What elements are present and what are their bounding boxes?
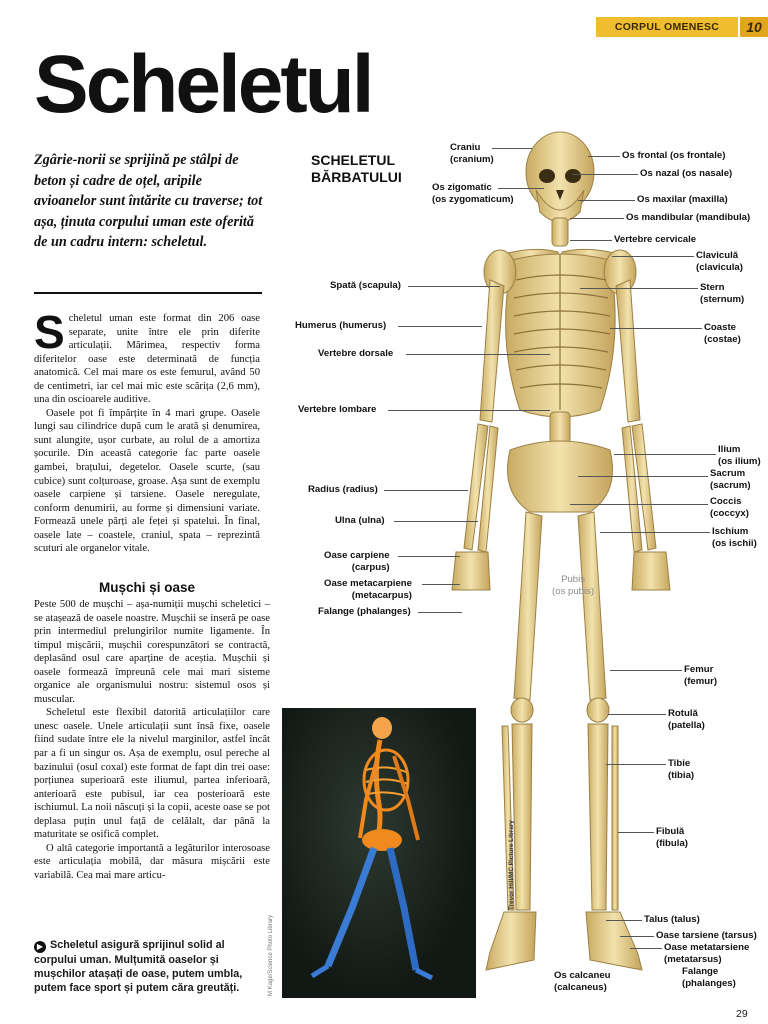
leader-line bbox=[578, 200, 635, 201]
paragraph-4: Scheletul este flexibil datorită articulațiilor care unesc oasele. Unele articulații sunt însă fixe, oasele fiind sudate între ele la nivelul marginilor, astfel încât par a fi un singur os. Așa de exemplu, osul pereche al bazinului (osul coxal) este format de fapt din trei oase: porțiunea superioară este iliumul, partea inferioară, anterioară este pubisul, iar cea posterioară este ischiumul. La noii născuți și la copii, aceste oase se pot deplasa puțin unul față de celălalt, dar până la maturitate se osifică complet. bbox=[34, 707, 270, 841]
label-vertebre-dorsale: Vertebre dorsale bbox=[318, 348, 394, 359]
label-os-calcaneu: Os calcaneu (calcaneus) bbox=[554, 970, 611, 993]
section-tab: CORPUL OMENESC bbox=[596, 17, 738, 37]
diagram-title-line-1: SCHELETUL bbox=[311, 152, 395, 168]
label-vertebre-lombare: Vertebre lombare bbox=[298, 404, 377, 415]
label-zigomatic: Os zigomatic (os zygomaticum) bbox=[432, 182, 514, 205]
leader-line bbox=[588, 156, 620, 157]
label-os-maxilar: Os maxilar (maxilla) bbox=[637, 194, 728, 205]
label-ilium: Ilium (os ilium) bbox=[718, 444, 761, 467]
page-title: Scheletul bbox=[34, 39, 372, 130]
leader-line bbox=[406, 354, 550, 355]
paragraph-1-text: cheletul uman este format din 206 oase separate, unite între ele prin diferite articulații. Mărimea, respectiv forma diferitelor oase este determinată de funcția anatomică. Cel mai mare os este femurul, având 50 de centimetri, iar cel mai mic este scărița (2,6 mm), una din oscioarele auditive. bbox=[34, 313, 260, 406]
leader-line bbox=[580, 288, 698, 289]
leader-line bbox=[630, 948, 662, 949]
label-talus: Talus (talus) bbox=[644, 914, 700, 925]
label-tibie: Tibie (tibia) bbox=[668, 758, 695, 781]
leader-line bbox=[384, 490, 468, 491]
label-stern: Stern (sternum) bbox=[700, 282, 745, 305]
photo-caption bbox=[34, 938, 266, 995]
paragraph-2: Oasele pot fi împărțite în 4 mari grupe. Oasele lungi sau cilindrice după cum le arată și denumirea, sunt alungite, ușor curbate, au rolul de a amortiza șocurile. Din această categorie fac parte oasele gambei, brațului, degetelor. Oasele scurte, (sau cubice) sunt colțuroase, groase. Așa sunt de exemplu oasele carpiene și tarsiene. Oasele neregulate, conform denumirii, au forme și dimensiuni variate. Formează unele părți ale feței și spatelui. În final, oasele late – coastele, craniul, spata – reprezintă scuturi ale organelor vitale. bbox=[34, 407, 260, 555]
label-femur: Femur (femur) bbox=[684, 664, 718, 687]
leader-line bbox=[570, 218, 624, 219]
dropcap: S bbox=[34, 306, 65, 358]
leader-line bbox=[394, 521, 478, 522]
leader-line bbox=[618, 832, 654, 833]
diagram-title-line-2: BĂRBATULUI bbox=[311, 169, 402, 185]
label-oase-tarsiene: Oase tarsiene (tarsus) bbox=[656, 930, 757, 941]
article-column-1 bbox=[34, 306, 260, 556]
leader-line bbox=[610, 328, 702, 329]
label-coaste: Coaste (costae) bbox=[704, 322, 741, 345]
leader-line bbox=[498, 188, 544, 189]
label-craniu: Craniu (cranium) bbox=[450, 142, 494, 165]
caption-text: Scheletul asigură sprijinul solid al corpului uman. Mulțumită oaselor și mușchilor atașați de oase, putem umbla, putem face sport și putem căra greutăți. bbox=[34, 939, 243, 994]
subheading: Mușchi și oase bbox=[98, 580, 196, 595]
leader-line bbox=[612, 256, 694, 257]
label-coccis: Coccis (coccyx) bbox=[710, 496, 749, 519]
paragraph-1 bbox=[34, 306, 260, 407]
label-clavicula: Claviculă (clavicula) bbox=[696, 250, 743, 273]
label-os-mandibular: Os mandibular (mandibula) bbox=[626, 212, 751, 223]
leader-line bbox=[398, 326, 482, 327]
leader-line bbox=[606, 764, 666, 765]
leader-line bbox=[606, 920, 642, 921]
leader-line bbox=[614, 454, 716, 455]
leader-line bbox=[578, 476, 708, 477]
intro-text: Zgârie-norii se sprijină pe stâlpi de beton și cadre de oțel, aripile avioanelor sunt întărite cu traverse; tot așa, ținuta corpului uman este oferită de un cadru intern: scheletul. bbox=[34, 152, 263, 251]
label-oase-metacarpiene: Oase metacarpiene (metacarpus) bbox=[324, 578, 412, 601]
label-rotula: Rotulă (patella) bbox=[668, 708, 705, 731]
label-pubis: Pubis (os pubis) bbox=[552, 574, 595, 597]
leader-line bbox=[610, 670, 682, 671]
label-os-frontal: Os frontal (os frontale) bbox=[622, 150, 726, 161]
label-spata: Spată (scapula) bbox=[330, 280, 401, 291]
label-oase-carpiene: Oase carpiene (carpus) bbox=[324, 550, 390, 573]
arrow-right-icon: ▶ bbox=[34, 941, 46, 953]
photo-credit: M Kage/Science Photo Library bbox=[268, 914, 274, 996]
label-oase-metatarsiene: Oase metatarsiene (metatarsus) bbox=[664, 942, 750, 965]
article-column-2 bbox=[34, 598, 270, 882]
label-ischium: Ischium (os ischii) bbox=[712, 526, 757, 549]
label-os-nazal: Os nazal (os nasale) bbox=[640, 168, 733, 179]
paragraph-5: O altă categorie importantă a legăturilor interosoase este articulația mobilă, dar măsura mișcării este variabilă. Cea mai mare articu- bbox=[34, 842, 270, 881]
leader-line bbox=[572, 174, 638, 175]
paragraph-3: Peste 500 de mușchi – așa-numiții mușchi scheletici – se atașează de oasele noastre. Mușchii se inseră pe oase prin intermediul prelungirilor numite ligamente. În timpul mișcării, mușchii corespunzători se contractă, deplasând osul care aparține de aceștia. Mușchii și oasele formează împreună cele mai mari sisteme organice ale organismului nostru: sistemul osos și muscular. bbox=[34, 599, 270, 705]
leader-line bbox=[620, 936, 654, 937]
diagram-credit: Trevor Hill/MC Picture Library bbox=[508, 820, 515, 910]
leader-line bbox=[388, 410, 550, 411]
label-humerus: Humerus (humerus) bbox=[295, 320, 387, 331]
page-number: 29 bbox=[736, 1008, 748, 1020]
leader-line bbox=[418, 612, 462, 613]
label-fibula: Fibulă (fibula) bbox=[656, 826, 688, 849]
leader-line bbox=[492, 148, 532, 149]
leader-line bbox=[608, 714, 666, 715]
label-radius: Radius (radius) bbox=[308, 484, 378, 495]
leader-line bbox=[600, 532, 710, 533]
label-sacrum: Sacrum (sacrum) bbox=[710, 468, 751, 491]
leader-line bbox=[570, 240, 612, 241]
leader-line bbox=[398, 556, 460, 557]
label-falange-mana: Falange (phalanges) bbox=[318, 606, 411, 617]
leader-line bbox=[408, 286, 500, 287]
label-falange-picior: Falange (phalanges) bbox=[682, 966, 736, 989]
label-vertebre-cervicale: Vertebre cervicale bbox=[614, 234, 697, 245]
leader-line bbox=[570, 504, 708, 505]
intro-divider bbox=[34, 292, 262, 294]
leader-line bbox=[422, 584, 460, 585]
chapter-number: 10 bbox=[740, 17, 768, 37]
label-ulna: Ulna (ulna) bbox=[335, 515, 385, 526]
